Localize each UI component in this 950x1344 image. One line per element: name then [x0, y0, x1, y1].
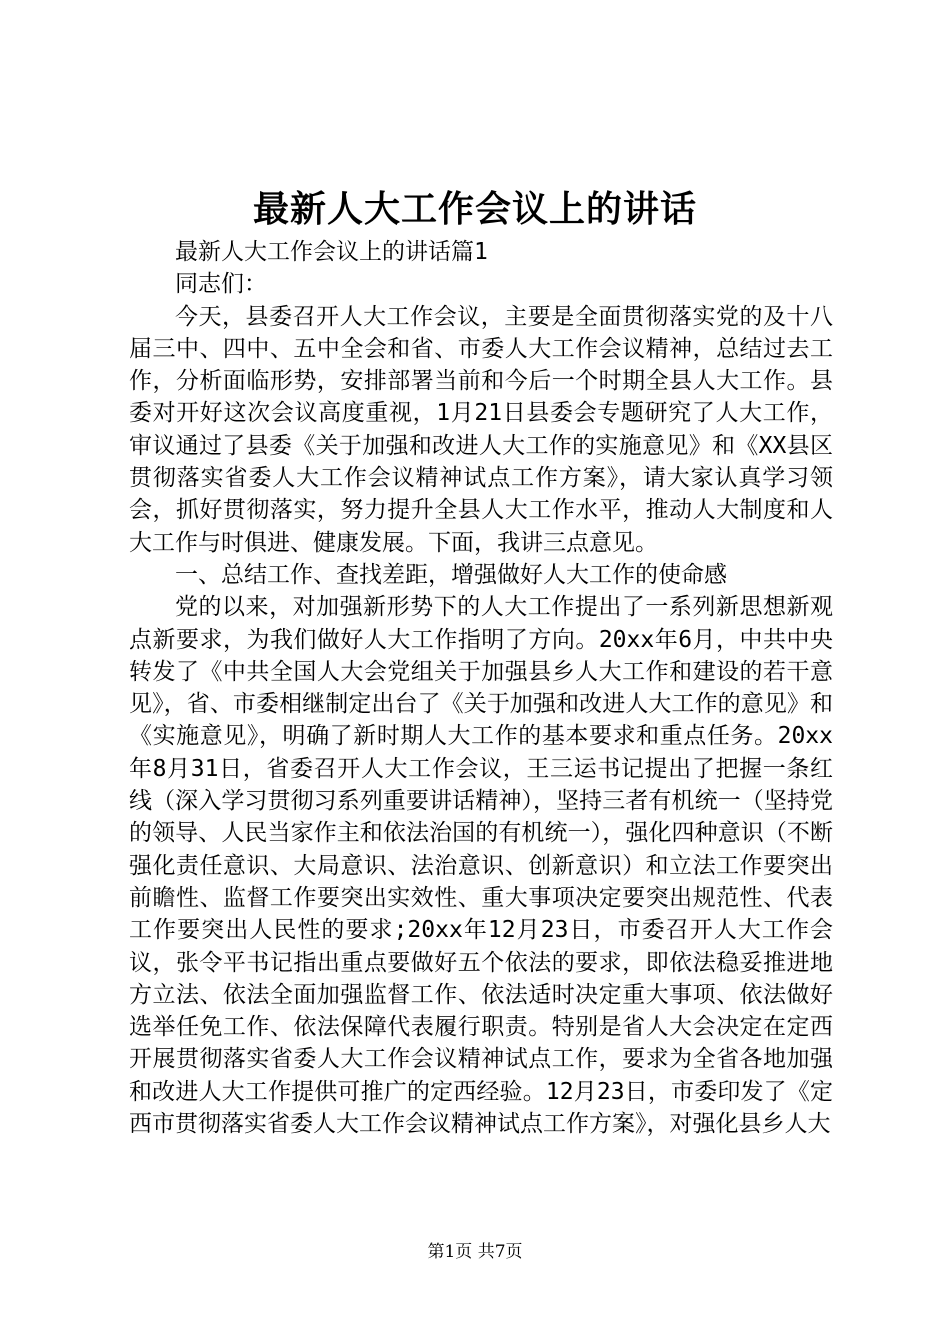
document-body — [129, 236, 833, 1140]
section-heading: 一、总结工作、查找差距，增强做好人大工作的使命感 — [175, 561, 727, 588]
salutation: 同志们： — [175, 271, 267, 298]
document-title: 最新人大工作会议上的讲话 — [252, 188, 697, 230]
section-heading: 最新人大工作会议上的讲话篇1 — [175, 239, 488, 265]
page-number-footer: 第1页 共7页 — [427, 1242, 523, 1262]
body-paragraph: 党的以来，对加强新形势下的人大工作提出了一系列新思想新观点新要求，为我们做好人大工作指明了方向。20xx年6月，中共中央转发了《中共全国人大会党组关于加强县乡人大工作和建设的若干意见》，省、市委相继制定出台了《关于加强和改进人大工作的意见》和《实施意见》，明确了新时期人大工作的基本要求和重点任务。20xx年8月31日，省委召开人大工作会议，王三运书记提出了把握一条红线（深入学习贯彻习系列重要讲话精神），坚持三者有机统一（坚持党的领导、人民当家作主和依法治国的有机统一），强化四种意识（不断强化责任意识、大局意识、法治意识、创新意识）和立法工作要突出前瞻性、监督工作要突出实效性、重大事项决定要突出规范性、代表工作要突出人民性的要求;20xx年12月23日，市委召开人大工作会议，张令平书记指出重点要做好五个依法的要求，即依法稳妥推进地方立法、依法全面加强监督工作、依法适时决定重大事项、依法做好选举任免工作、依法保障代表履行职责。特别是省人大会决定在定西开展贯彻落实省委人大工作会议精神试点工作，要求为全省各地加强和改进人大工作提供可推广的定西经验。12月23日，市委印发了《定西市贯彻落实省委人大工作会议精神试点工作方案》，对强化县乡人大 — [129, 594, 833, 1138]
body-paragraph: 今天，县委召开人大工作会议，主要是全面贯彻落实党的及十八届三中、四中、五中全会和省、市委人大工作会议精神，总结过去工作，分析面临形势，安排部署当前和今后一个时期全县人大工作。县委对开好这次会议高度重视，1月21日县委会专题研究了人大工作，审议通过了县委《关于加强和改进人大工作的实施意见》和《XX县区贯彻落实省委人大工作会议精神试点工作方案》，请大家认真学习领会，抓好贯彻落实，努力提升全县人大工作水平，推动人大制度和人大工作与时俱进、健康发展。下面，我讲三点意见。 — [129, 303, 833, 556]
